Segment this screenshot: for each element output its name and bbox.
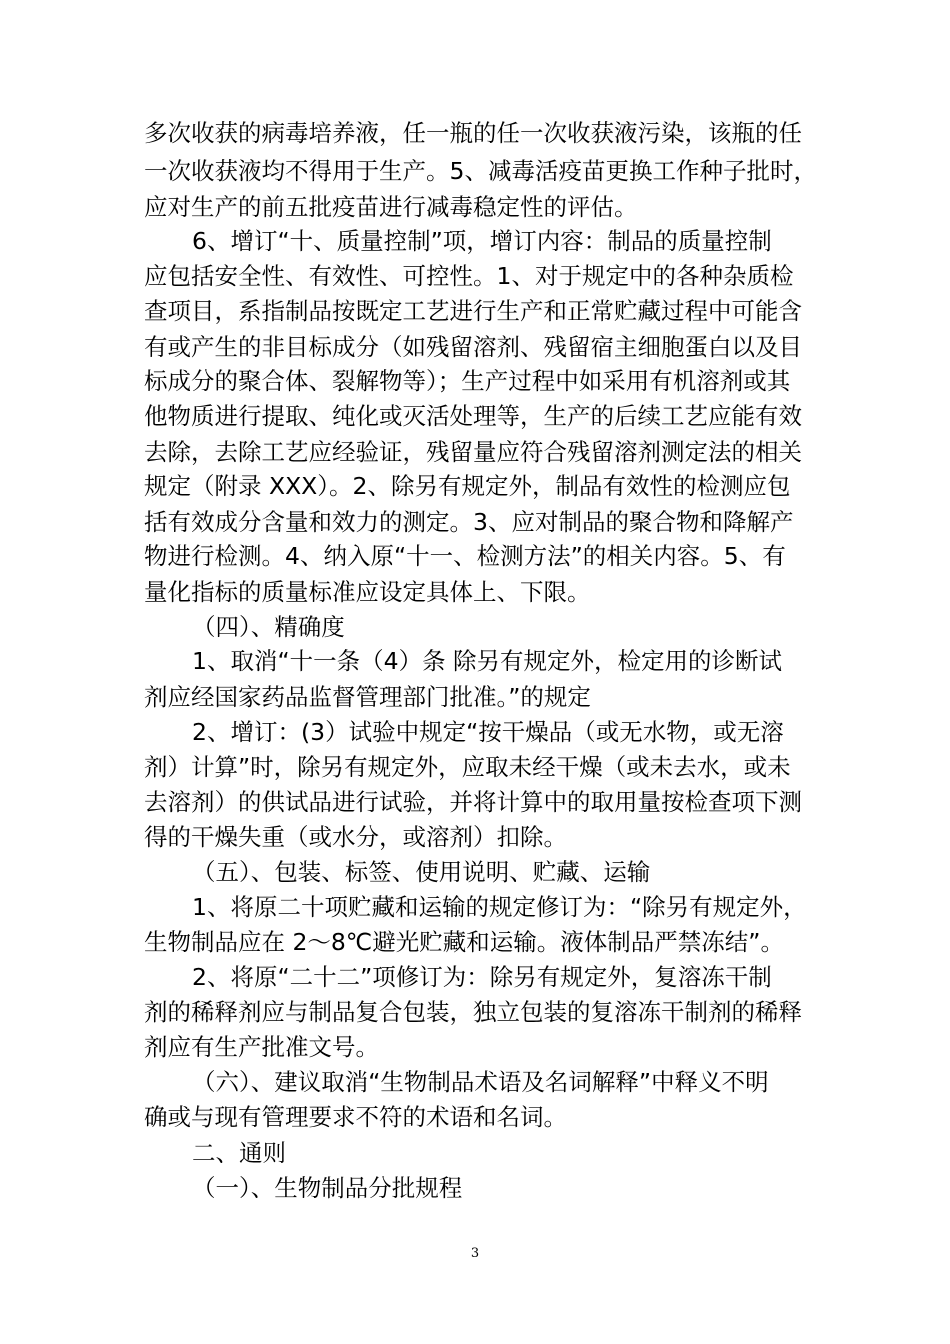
text-line: 查项目，系指制品按既定工艺进行生产和正常贮藏过程中可能含 [144, 297, 802, 325]
paragraph-first-line: 1、将原二十项贮藏和运输的规定修订为：“除另有规定外， [192, 893, 807, 921]
section-heading: （四）、精确度 [192, 613, 345, 641]
text-line: 得的干燥失重（或水分，或溶剂）扣除。 [144, 823, 567, 851]
text-line: 标成分的聚合体、裂解物等）；生产过程中如采用有机溶剂或其 [144, 367, 791, 395]
text-line: 去溶剂）的供试品进行试验，并将计算中的取用量按检查项下测 [144, 788, 802, 816]
paragraph-first-line: 6、增订“十、质量控制”项，增订内容：制品的质量控制 [192, 227, 772, 255]
chapter-heading: 二、通则 [192, 1139, 286, 1167]
text-line: 剂）计算”时，除另有规定外，应取未经干燥（或未去水，或未 [144, 753, 791, 781]
text-line: 多次收获的病毒培养液，任一瓶的任一次收获液污染，该瓶的任 [144, 119, 802, 147]
text-line: 括有效成分含量和效力的测定。3、应对制品的聚合物和降解产 [144, 508, 794, 536]
text-line: 应包括安全性、有效性、可控性。1、对于规定中的各种杂质检 [144, 262, 794, 290]
paragraph-first-line: 1、取消“十一条（4）条 除另有规定外，检定用的诊断试 [192, 647, 783, 675]
section-heading: （五）、包装、标签、使用说明、贮藏、运输 [192, 858, 651, 886]
text-line: 一次收获液均不得用于生产。5、减毒活疫苗更换工作种子批时， [144, 157, 817, 185]
text-line: 剂应有生产批准文号。 [144, 1033, 379, 1061]
section-heading: （一）、生物制品分批规程 [192, 1174, 463, 1202]
text-line: 确或与现有管理要求不符的术语和名词。 [144, 1103, 567, 1131]
text-line: 去除，去除工艺应经验证，残留量应符合残留溶剂测定法的相关 [144, 438, 802, 466]
text-line: 有或产生的非目标成分（如残留溶剂、残留宿主细胞蛋白以及目 [144, 333, 802, 361]
text-line: 物进行检测。4、纳入原“十一、检测方法”的相关内容。5、有 [144, 542, 786, 570]
text-line: 剂应经国家药品监督管理部门批准。”的规定 [144, 683, 591, 711]
text-line: 应对生产的前五批疫苗进行减毒稳定性的评估。 [144, 193, 638, 221]
text-line: 量化指标的质量标准应设定具体上、下限。 [144, 578, 591, 606]
paragraph-first-line: 2、增订：(3）试验中规定“按干燥品（或无水物，或无溶 [192, 718, 784, 746]
text-line: 他物质进行提取、纯化或灭活处理等，生产的后续工艺应能有效 [144, 402, 802, 430]
section-heading: （六）、建议取消“生物制品术语及名词解释”中释义不明 [192, 1068, 769, 1096]
text-line: 规定（附录 XXX）。2、除另有规定外，制品有效性的检测应包 [144, 472, 791, 500]
text-line: 剂的稀释剂应与制品复合包装，独立包装的复溶冻干制剂的稀释 [144, 998, 802, 1026]
paragraph-first-line: 2、将原“二十二”项修订为：除另有规定外，复溶冻干制 [192, 963, 772, 991]
text-line: 生物制品应在 2～8℃避光贮藏和运输。液体制品严禁冻结”。 [144, 928, 784, 956]
page-number: 3 [470, 1246, 480, 1261]
